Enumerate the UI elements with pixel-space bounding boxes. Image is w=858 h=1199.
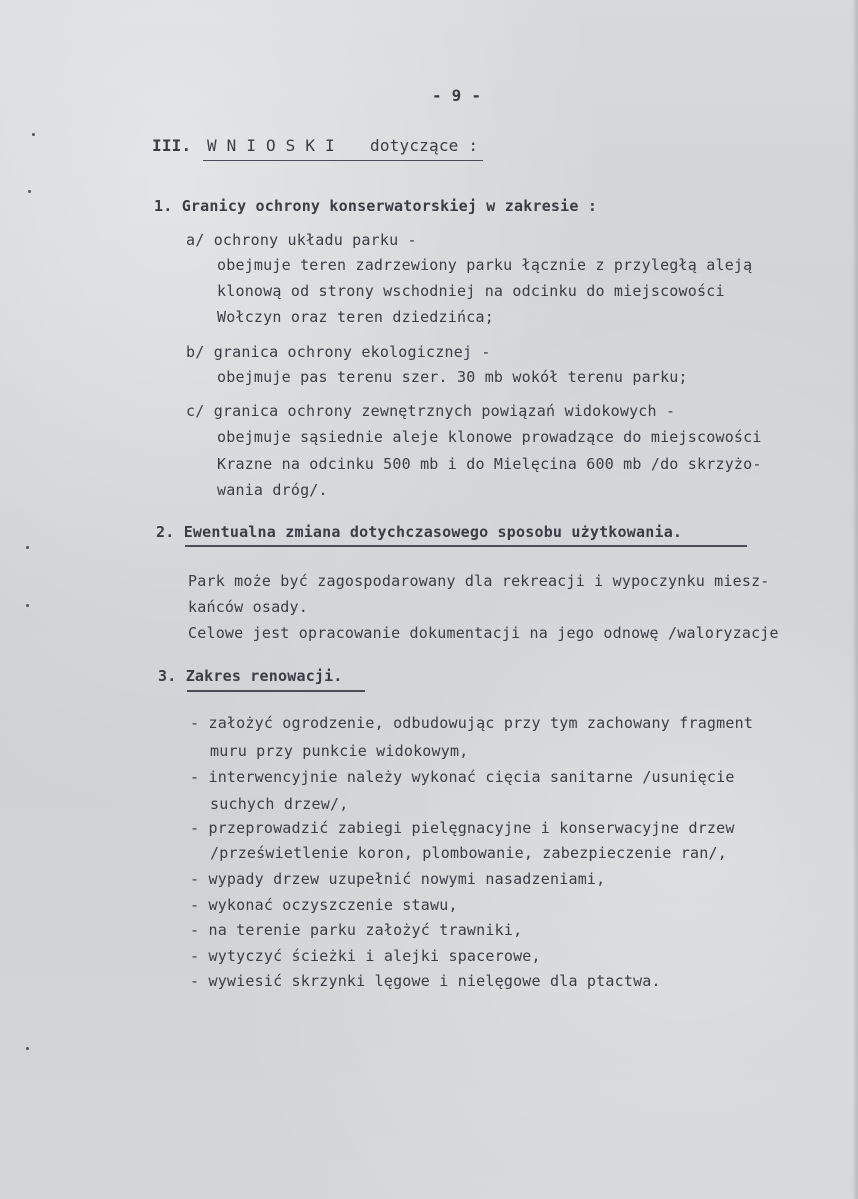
- sec1-line: a/ ochrony układu parku -: [186, 231, 417, 249]
- section-title-word: W N I O S K I: [207, 136, 335, 155]
- sec3-underline: [187, 690, 365, 692]
- section-number: III.: [152, 136, 192, 155]
- scan-speck: [28, 190, 31, 193]
- sec2-line: Celowe jest opracowanie dokumentacji na jego odnowę /waloryzacje: [188, 626, 779, 641]
- sec1-line: Wołczyn oraz teren dziedzińca;: [217, 308, 494, 326]
- sec1-line: b/ granica ochrony ekologicznej -: [186, 343, 491, 361]
- sec1-line: obejmuje pas terenu szer. 30 mb wokół terenu parku;: [217, 368, 688, 386]
- sec2-heading: 2. Ewentualna zmiana dotychczasowego sposobu użytkowania.: [156, 523, 683, 541]
- sec3-line: - wytyczyć ścieżki i alejki spacerowe,: [190, 947, 541, 965]
- sec1-line: c/ granica ochrony zewnętrznych powiązań widokowych -: [186, 402, 676, 420]
- sec2-line: kańców osady.: [188, 598, 308, 616]
- sec3-line: /prześwietlenie koron, plombowanie, zabezpieczenie ran/,: [210, 844, 727, 862]
- sec3-heading: 3. Zakres renowacji.: [158, 667, 343, 685]
- sec1-line: Krazne na odcinku 500 mb i do Mielęcina 600 mb /do skrzyżo-: [217, 455, 762, 473]
- section-title-underline: [203, 160, 483, 161]
- sec3-line: suchych drzew/,: [210, 795, 349, 813]
- sec3-line: - wypady drzew uzupełnić nowymi nasadzeniami,: [190, 870, 606, 888]
- scan-speck: [32, 133, 35, 136]
- sec3-line: - na terenie parku założyć trawniki,: [190, 921, 523, 939]
- section-title-rest: dotyczące :: [370, 136, 479, 155]
- scan-speck: [26, 1047, 29, 1050]
- sec3-line: - przeprowadzić zabiegi pielęgnacyjne i konserwacyjne drzew: [190, 819, 735, 837]
- sec1-line: klonową od strony wschodniej na odcinku do miejscowości: [217, 282, 725, 300]
- scan-speck: [26, 546, 29, 549]
- page-number: - 9 -: [432, 86, 482, 105]
- sec1-line: wania dróg/.: [217, 481, 328, 499]
- sec3-line: - wywiesić skrzynki lęgowe i nielęgowe dla ptactwa.: [190, 972, 661, 990]
- sec2-line: Park może być zagospodarowany dla rekreacji i wypoczynku miesz-: [188, 572, 770, 590]
- page-edge-shadow: [852, 0, 858, 1199]
- sec1-line: obejmuje sąsiednie aleje klonowe prowadzące do miejscowości: [217, 428, 762, 446]
- sec2-underline: [185, 545, 747, 547]
- scan-speck: [26, 604, 29, 607]
- sec3-line: - założyć ogrodzenie, odbudowując przy tym zachowany fragment: [190, 714, 754, 732]
- sec3-line: muru przy punkcie widokowym,: [210, 742, 469, 760]
- sec3-line: - wykonać oczyszczenie stawu,: [190, 896, 458, 914]
- sec1-line: obejmuje teren zadrzewiony parku łącznie z przyległą aleją: [217, 256, 753, 274]
- sec1-heading: 1. Granicy ochrony konserwatorskiej w zakresie :: [154, 197, 598, 215]
- sec3-line: - interwencyjnie należy wykonać cięcia sanitarne /usunięcie: [190, 768, 735, 786]
